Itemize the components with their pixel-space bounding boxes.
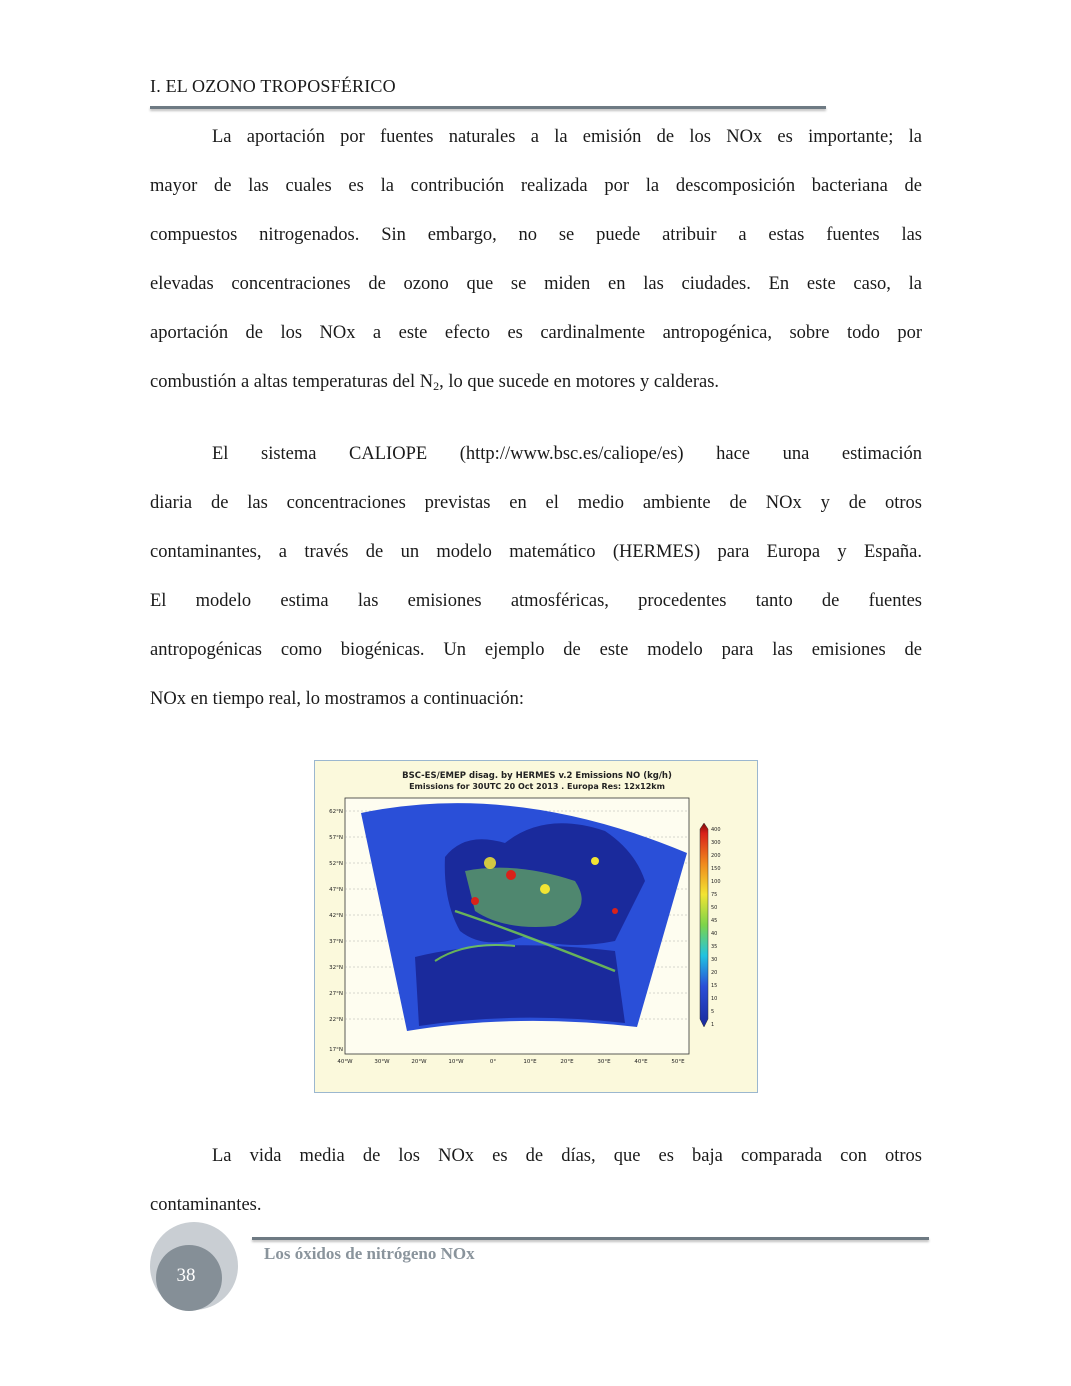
lon-label: 0° [489, 1059, 497, 1065]
lon-label: 40°E [634, 1059, 648, 1065]
paragraph-2 [150, 442, 922, 736]
emission-hotspot [612, 908, 618, 914]
text-line: compuestos nitrogenados. Sin embargo, no se puede atribuir a estas fuentes las [150, 225, 922, 245]
north-africa-landmass [415, 945, 625, 1026]
text-line: aportación de los NOx a este efecto es cardinalmente antropogénica, sobre todo por [150, 323, 922, 343]
colorbar-label: 40 [711, 931, 718, 937]
colorbar-label: 1 [711, 1022, 715, 1028]
text-line: diaria de las concentraciones previstas en el medio ambiente de NOx y de otros [150, 493, 922, 513]
text-line: antropogénicas como biogénicas. Un ejemplo de este modelo para las emisiones de [150, 640, 922, 660]
lat-label: 52°N [329, 861, 343, 867]
colorbar-label: 100 [711, 879, 721, 885]
lon-label: 10°E [523, 1059, 537, 1065]
text-line: contaminantes. [150, 1195, 262, 1215]
paragraph-3 [150, 1144, 922, 1242]
colorbar-label: 10 [711, 996, 718, 1002]
map-title-line-1: BSC-ES/EMEP disag. by HERMES v.2 Emissions NO (kg/h) [402, 771, 672, 781]
colorbar-label: 20 [711, 970, 718, 976]
chapter-header: I. EL OZONO TROPOSFÉRICO [150, 76, 396, 96]
emission-hotspot [506, 870, 516, 880]
colorbar-label: 50 [711, 905, 718, 911]
colorbar-label: 75 [711, 892, 718, 898]
colorbar-label: 45 [711, 918, 718, 924]
lon-label: 10°W [448, 1059, 464, 1065]
lon-label: 30°E [597, 1059, 611, 1065]
text-line: elevadas concentraciones de ozono que se miden en las ciudades. En este caso, la [150, 274, 922, 294]
lat-label: 47°N [329, 887, 343, 893]
text-line: contaminantes, a través de un modelo matemático (HERMES) para Europa y España. [150, 542, 922, 562]
lat-label: 42°N [329, 913, 343, 919]
emissions-map [315, 761, 757, 1092]
lon-label: 30°W [374, 1059, 390, 1065]
page-number: 38 [176, 1265, 196, 1286]
colorbar-label: 400 [711, 827, 721, 833]
header-divider [150, 106, 826, 109]
lon-label: 50°E [671, 1059, 685, 1065]
lon-label: 20°W [411, 1059, 427, 1065]
text-line: combustión a altas temperaturas del $N_2$, lo que sucede en motores y calderas. [150, 372, 720, 393]
colorbar-label: 30 [711, 957, 718, 963]
text-line: El sistema CALIOPE (http://www.bsc.es/caliope/es) hace una estimación [212, 444, 922, 464]
emission-hotspot [471, 897, 479, 905]
emission-hotspot [484, 857, 496, 869]
text-line: El modelo estima las emisiones atmosféricas, procedentes tanto de fuentes [150, 591, 922, 611]
text-line: mayor de las cuales es la contribución realizada por la descomposición bacteriana de [150, 176, 922, 196]
lat-label: 62°N [329, 809, 343, 815]
text-line: La aportación por fuentes naturales a la emisión de los NOx es importante; la [212, 127, 922, 147]
lat-label: 27°N [329, 991, 343, 997]
lat-label: 22°N [329, 1017, 343, 1023]
colorbar-label: 150 [711, 866, 721, 872]
colorbar-label: 200 [711, 853, 721, 859]
text-line: NOx en tiempo real, lo mostramos a continuación: [150, 689, 525, 709]
colorbar [700, 823, 708, 1027]
map-title-line-2: Emissions for 30UTC 20 Oct 2013 . Europa Res: 12x12km [409, 782, 665, 791]
lat-label: 32°N [329, 965, 343, 971]
lon-label: 40°W [337, 1059, 353, 1065]
emission-hotspot [540, 884, 550, 894]
footer-title: Los óxidos de nitrógeno NOx [264, 1244, 475, 1263]
lat-label: 57°N [329, 835, 343, 841]
lat-label: 17°N [329, 1047, 343, 1053]
text-line: La vida media de los NOx es de días, que es baja comparada con otros [212, 1146, 922, 1166]
emission-hotspot [591, 857, 599, 865]
colorbar-label: 300 [711, 840, 721, 846]
colorbar-label: 15 [711, 983, 718, 989]
footer-divider [252, 1237, 929, 1240]
lon-label: 20°E [560, 1059, 574, 1065]
lat-label: 37°N [329, 939, 343, 945]
emissions-map-figure [314, 760, 758, 1093]
colorbar-label: 5 [711, 1009, 715, 1015]
colorbar-label: 35 [711, 944, 718, 950]
paragraph-1 [150, 125, 922, 419]
